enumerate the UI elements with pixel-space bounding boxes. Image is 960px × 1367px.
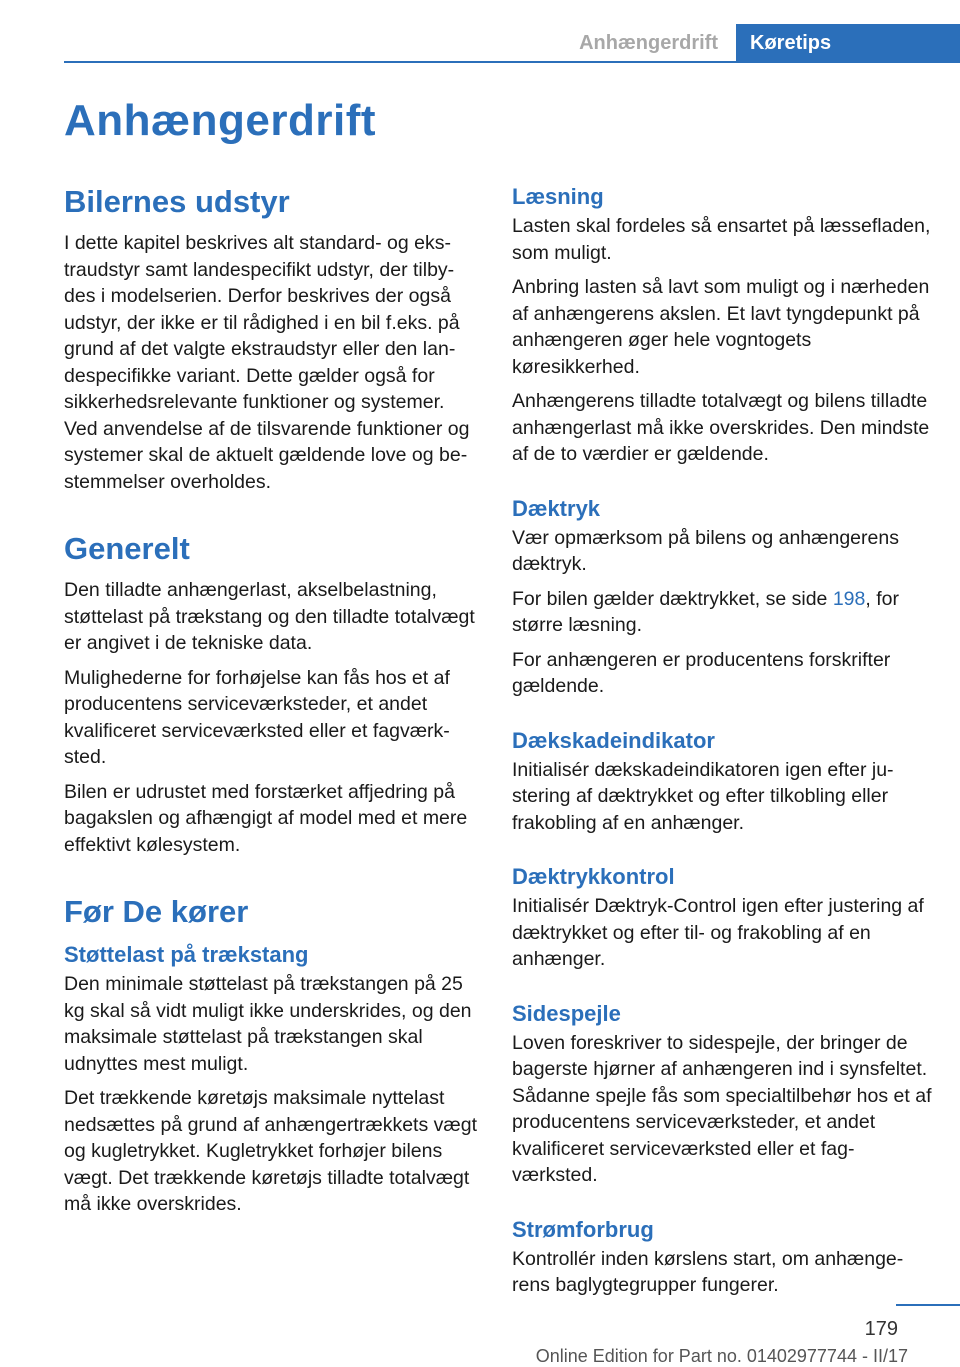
section-title-generelt: Generelt <box>64 531 190 566</box>
paragraph: Bilen er udrustet med forstærket affjedring på bagakslen og afhængigt af model med et mere effektivt kølesystem. <box>64 780 468 856</box>
subsection-title-sidespejle: Sidespejle <box>512 1000 621 1026</box>
footer-rule <box>896 1304 960 1306</box>
header-chapter-tab[interactable]: Køretips <box>736 24 960 62</box>
paragraph: Anhængerens tilladte totalvægt og bilens tilladte anhængerlast må ikke overskrides. Den mindste af de to værdier er gældende. <box>512 390 930 465</box>
page-title: Anhængerdrift <box>64 96 377 145</box>
header-tabs <box>561 24 960 62</box>
section-title-foer-de-koerer: Før De kører <box>64 894 249 929</box>
paragraph: Initialisér dækskadeindikatoren igen efter justering af dæktrykket og efter tilkobling eller frakobling af en anhænger. <box>512 758 894 834</box>
paragraph: Loven foreskriver to sidespejle, der bringer de bagerste hjørner af anhængeren ind i synsfeltet. Sådanne spejle fås som specialtilbehør hos et af producentens serviceværksteder, et andet kvalificeret serviceværksted eller et fagværksted. <box>512 1031 932 1186</box>
subsection-title-stoettelast: Støttelast på trækstang <box>64 942 309 967</box>
paragraph: Den minimale støttelast på trækstangen på 25 kg skal så vidt muligt ikke underskrides, og den maksimale støttelast på trækstangen skal udnyttes mest muligt. <box>64 973 472 1075</box>
paragraph: Det trækkende køretøjs maksimale nyttelast nedsættes på grund af anhængertrækkets vægt og kugletrykket. Kugletrykket forhøjer bilens vægt. Det trækkende køretøjs tilladte totalvægt må ikke overskrides. <box>64 1087 477 1215</box>
header-section-tab[interactable]: Anhængerdrift <box>579 31 718 54</box>
subsection-title-laesning: Læsning <box>512 184 604 209</box>
paragraph-with-link <box>512 586 932 639</box>
paragraph: Anbring lasten så lavt som muligt og i nærheden af anhængerens akslen. Et lavt tyngdepunkt på anhængeren øger hele vogntogets køresikkerhed. <box>512 276 930 378</box>
paragraph: Den tilladte anhængerlast, akselbelastning, støttelast på trækstang og den tilladte totalvægt er angivet i de tekniske data. <box>64 579 475 654</box>
right-column <box>512 182 932 1307</box>
left-column <box>64 182 478 1226</box>
subsection-title-daektrykkontrol: Dæktrykkontrol <box>512 864 675 889</box>
paragraph: Kontrollér inden kørslens start, om anhængerens baglygtegrupper fungerer. <box>512 1247 904 1296</box>
text: , for større læsning. <box>512 587 899 636</box>
header-rule <box>64 61 960 63</box>
subsection-title-daekskadeindikator: Dækskadeindikator <box>512 727 715 753</box>
edition-footer: Online Edition for Part no. 01402977744 - II/17 <box>535 1346 908 1366</box>
page-number: 179 <box>864 1318 898 1340</box>
subsection-title-daektryk: Dæktryk <box>512 495 601 521</box>
paragraph: Lasten skal fordeles så ensartet på læssefladen, som muligt. <box>512 215 931 264</box>
subsection-title-stroemforbrug: Strømforbrug <box>512 1216 654 1242</box>
paragraph: Initialisér Dæktryk-Control igen efter justering af dæktrykket og efter til- og frakobling af en anhænger. <box>512 895 924 970</box>
paragraph: I dette kapitel beskrives alt standard- og ekstraudstyr samt landespecifikt udstyr, der tilbydes i modelserien. Derfor beskrives der også udstyr, der ikke er til rådighed i en bil f.eks. på grund af det valgte ekstraudstyr eller den landespecifikke variant. Dette gælder også for sikkerhedsrelevante funktioner og systemer. Ved anvendelse af de tilsvarende funktioner og systemer skal de aktuelt gældende love og bestemmelser overholdes. <box>64 232 470 493</box>
paragraph: For anhængeren er producentens forskrifter gældende. <box>512 648 891 697</box>
paragraph: Vær opmærksom på bilens og anhængerens dæktryk. <box>512 526 899 575</box>
text: For bilen gælder dæktrykket, se side <box>512 587 833 610</box>
section-title-bilernes-udstyr: Bilernes udstyr <box>64 184 290 219</box>
paragraph: Mulighederne for forhøjelse kan fås hos et af producentens serviceværksteder, et andet kvalificeret serviceværksted eller et fagværksted. <box>64 666 450 768</box>
page-reference-link[interactable]: 198 <box>832 587 866 610</box>
